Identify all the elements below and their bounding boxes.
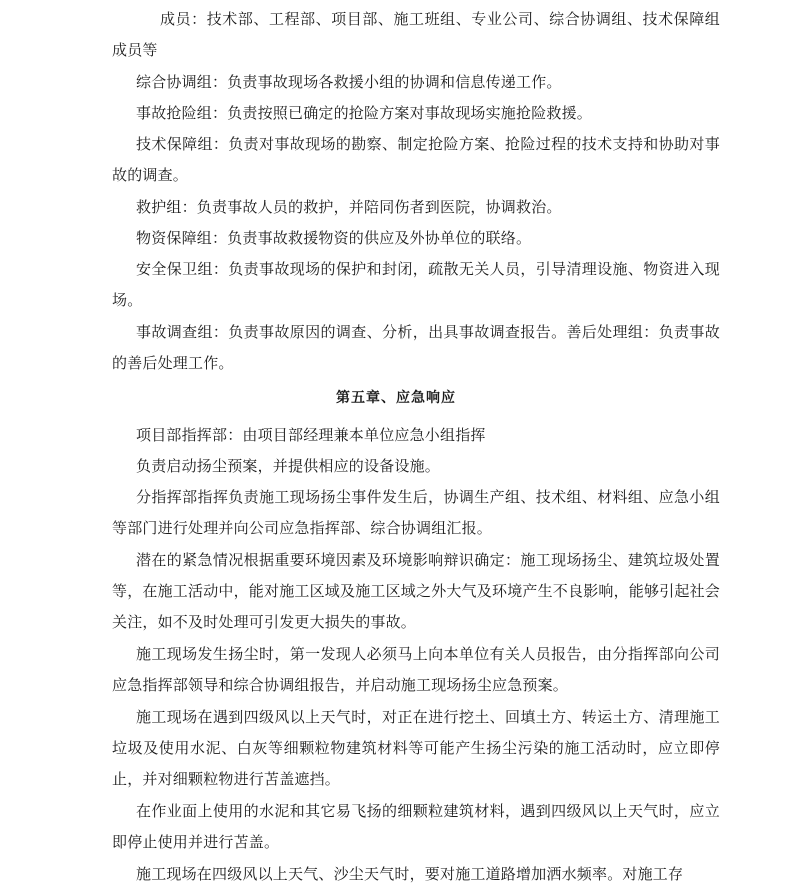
wind-weather-paragraph: 施工现场在遇到四级风以上天气时，对正在进行挖土、回填土方、转运土方、清理施工垃圾及使用水泥、白灰等细颗粒物建筑材料等可能产生扬尘污染的施工活动时，应立即停止，并对细颗粒物进行苫盖遮挡。	[112, 708, 720, 788]
reporting-paragraph: 施工现场发生扬尘时，第一发现人必须马上向本单位有关人员报告，由分指挥部向公司应急指挥部领导和综合协调组报告，并启动施工现场扬尘应急预案。	[112, 645, 720, 694]
hq-paragraph: 项目部指挥部：由项目部经理兼本单位应急小组指挥	[136, 426, 486, 444]
start-plan-paragraph: 负责启动扬尘预案，并提供相应的设备设施。	[136, 457, 441, 475]
materials-paragraph: 在作业面上使用的水泥和其它易飞扬的细颗粒建筑材料，遇到四级风以上天气时，应立即停止使用并进行苫盖。	[112, 802, 720, 851]
sub-hq-paragraph: 分指挥部指挥负责施工现场扬尘事件发生后，协调生产组、技术组、材料组、应急小组等部门进行处理并向公司应急指挥部、综合协调组汇报。	[112, 488, 720, 537]
investigation-group-paragraph: 事故调查组：负责事故原因的调查、分析，出具事故调查报告。善后处理组：负责事故的善后处理工作。	[112, 323, 720, 372]
chapter-heading: 第五章、应急响应	[336, 390, 456, 406]
security-group-paragraph: 安全保卫组：负责事故现场的保护和封闭，疏散无关人员，引导清理设施、物资进入现场。	[112, 260, 720, 309]
tech-support-group-paragraph: 技术保障组：负责对事故现场的勘察、制定抢险方案、抢险过程的技术支持和协助对事故的调查。	[112, 135, 720, 184]
road-watering-paragraph: 施工现场在四级风以上天气、沙尘天气时，要对施工道路增加洒水频率。对施工存	[136, 865, 684, 883]
supply-group-paragraph: 物资保障组：负责事故救援物资的供应及外协单位的联络。	[136, 229, 532, 247]
members-paragraph: 成员：技术部、工程部、项目部、施工班组、专业公司、综合协调组、技术保障组成员等	[112, 10, 720, 59]
emergency-situation-paragraph: 潜在的紧急情况根据重要环境因素及环境影响辩识确定：施工现场扬尘、建筑垃圾处置等，在施工活动中，能对施工区域及施工区域之外大气及环境产生不良影响，能够引起社会关注，如不及时处理可引发更大损失的事故。	[112, 551, 721, 631]
rescue-group-paragraph: 事故抢险组：负责按照已确定的抢险方案对事故现场实施抢险救援。	[136, 104, 593, 122]
coordination-group-paragraph: 综合协调组：负责事故现场各救援小组的协调和信息传递工作。	[136, 73, 562, 91]
medical-group-paragraph: 救护组：负责事故人员的救护，并陪同伤者到医院，协调救治。	[136, 198, 562, 216]
